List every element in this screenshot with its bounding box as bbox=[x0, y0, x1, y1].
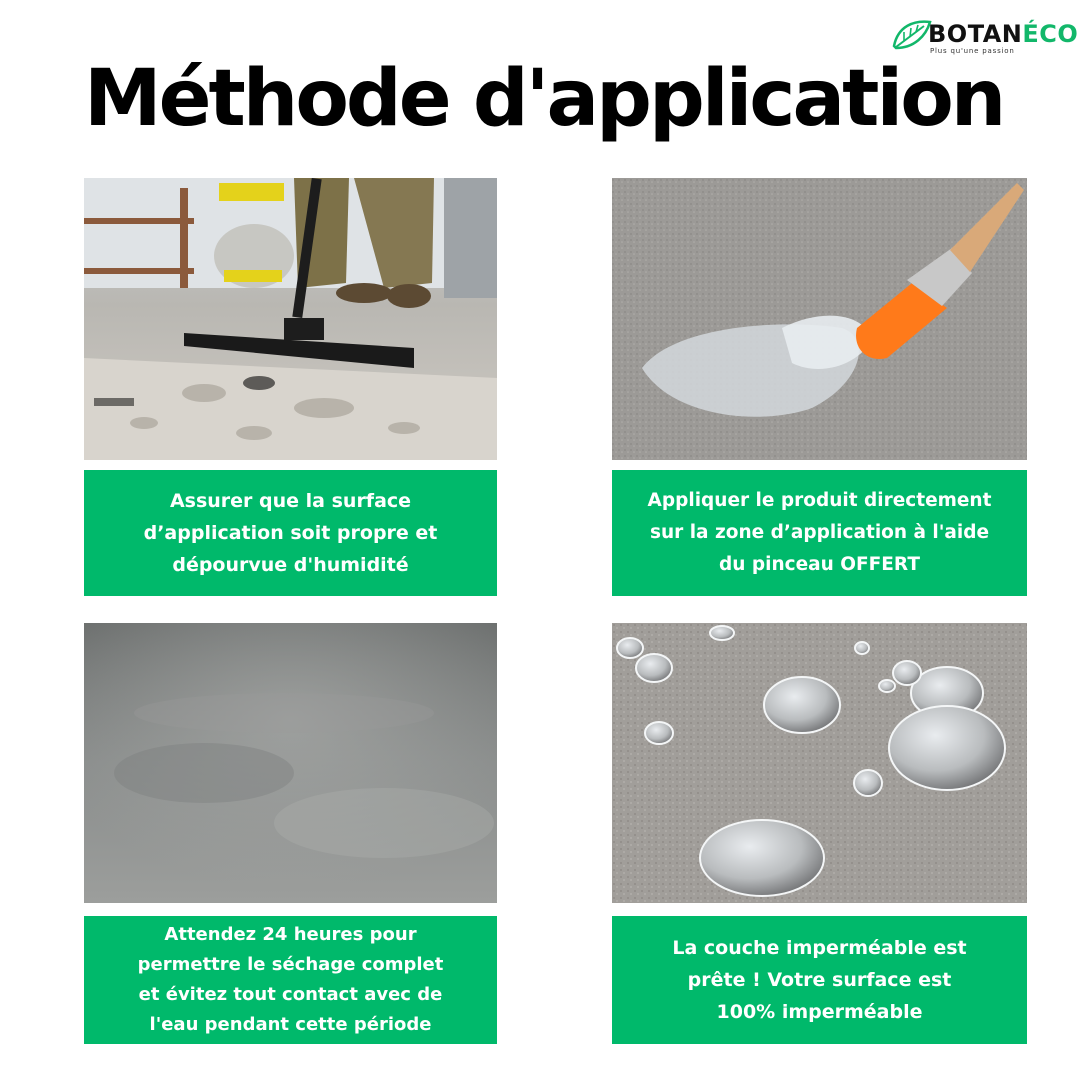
page-title: Méthode d'application bbox=[84, 54, 1004, 144]
water-beads-photo bbox=[612, 623, 1027, 903]
step-2-caption bbox=[612, 470, 1027, 596]
step-3-caption bbox=[84, 916, 497, 1044]
drying-floor-photo bbox=[84, 623, 497, 903]
step-3-text: Attendez 24 heures pour permettre le séchage complet et évitez tout contact avec de l'eau pendant cette période bbox=[137, 924, 444, 1035]
brush-application-photo bbox=[612, 178, 1027, 460]
step-2-text: Appliquer le produit directement sur la zone d’application à l'aide du pinceau OFFERT bbox=[647, 490, 992, 575]
vacuum-cleaning-photo bbox=[84, 178, 497, 460]
brand-name: BOTANÉCO bbox=[928, 20, 1079, 48]
step-4-caption bbox=[612, 916, 1027, 1044]
step-4-text: La couche imperméable est prête ! Votre surface est 100% imperméable bbox=[672, 937, 967, 1023]
brand-tagline: Plus qu'une passion bbox=[930, 47, 1015, 55]
step-1-caption bbox=[84, 470, 497, 596]
step-1-text: Assurer que la surface d’application soit propre et dépourvue d'humidité bbox=[143, 490, 438, 576]
